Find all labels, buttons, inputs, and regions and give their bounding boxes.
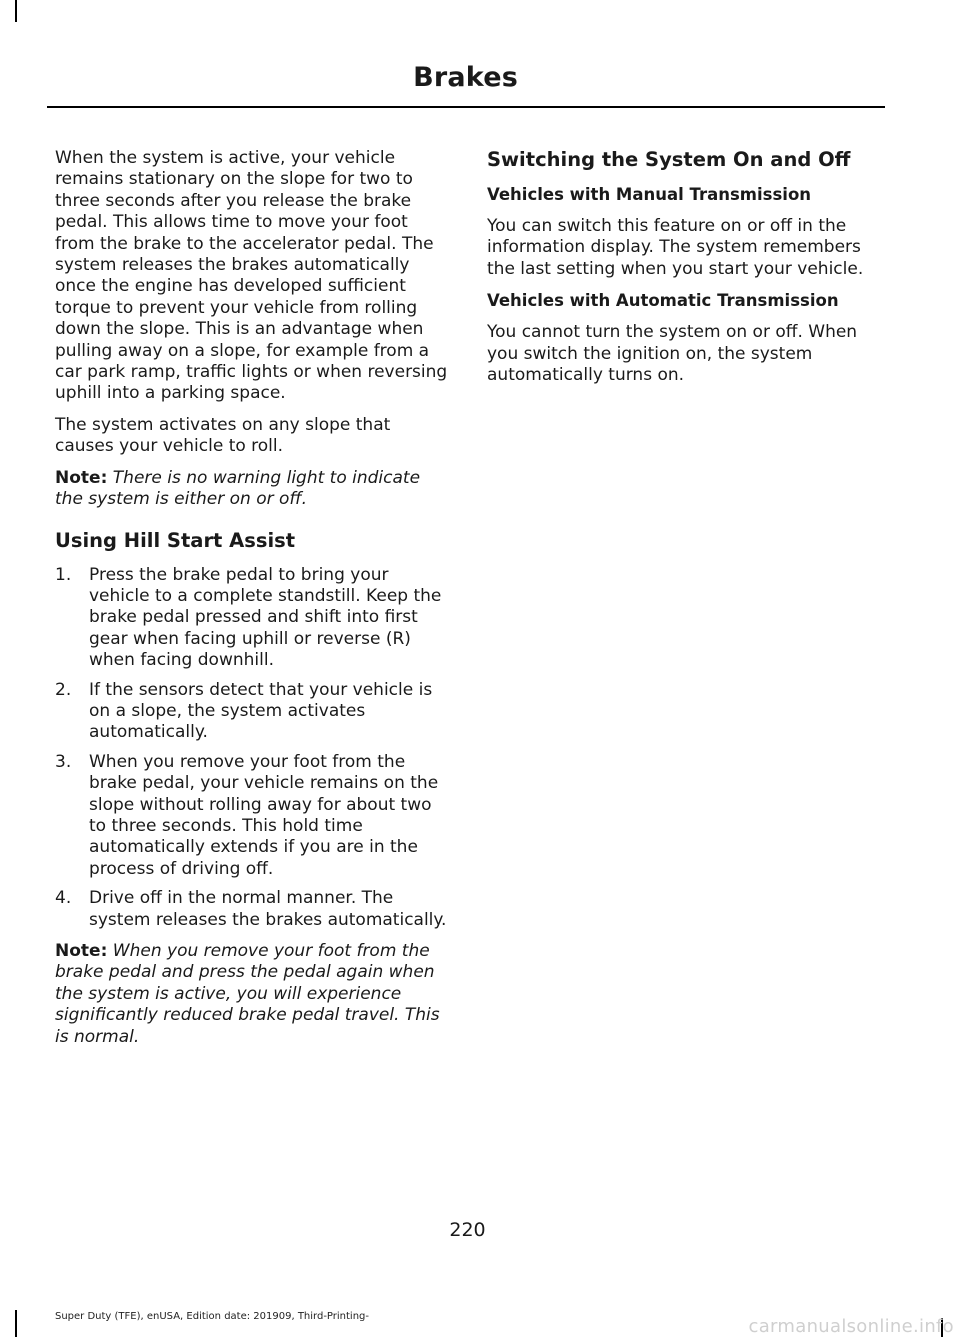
page-number: 220 bbox=[449, 1219, 486, 1241]
note-warning-light bbox=[55, 468, 450, 511]
step-text: Press the brake pedal to bring your vehicle to a complete standstill. Keep the brake pedal pressed and shift into first gear when facing uphill or reverse (R) when facing downhill. bbox=[89, 564, 442, 671]
note-pedal-travel bbox=[55, 941, 450, 1048]
step-number: 1. bbox=[55, 564, 72, 585]
edition-footer: Super Duty (TFE), enUSA, Edition date: 201909, Third-Printing- bbox=[55, 1311, 370, 1322]
step-text: Drive off in the normal manner. The system releases the brakes automatically. bbox=[89, 888, 447, 930]
left-column bbox=[55, 148, 450, 1058]
activation-paragraph: The system activates on any slope that causes your vehicle to roll. bbox=[55, 414, 391, 457]
watermark: carmanualsonline.info bbox=[748, 1316, 954, 1337]
step-text: When you remove your foot from the brake pedal, your vehicle remains on the slope without rolling away for about two to three seconds. This hold time automatically extends if you are in the process of driving off. bbox=[89, 751, 439, 879]
manual-transmission-text: You can switch this feature on or off in the information display. The system remembers the last setting when you start your vehicle. bbox=[487, 216, 864, 279]
note-text: When you remove your foot from the brake pedal and press the pedal again when the system is active, you will experience significantly reduced brake pedal travel. This is normal. bbox=[55, 941, 440, 1047]
list-item bbox=[55, 680, 450, 744]
list-item bbox=[55, 752, 450, 880]
note-text: There is no warning light to indicate the system is either on or off. bbox=[55, 467, 421, 510]
steps-list bbox=[55, 565, 450, 932]
step-number: 3. bbox=[55, 751, 72, 772]
note-label: Note: bbox=[55, 941, 108, 961]
intro-paragraph: When the system is active, your vehicle remains stationary on the slope for two to three seconds after you release the brake pedal. This allows time to move your foot from the brake to the accelerator pedal. The system releases the brakes automatically once the engine has developed sufficient torque to prevent your vehicle from rolling down the slope. This is an advantage when pulling away on a slope, for example from a car park ramp, traffic lights or when reversing uphill into a parking space. bbox=[55, 148, 448, 404]
header-divider bbox=[47, 106, 885, 108]
list-item bbox=[55, 565, 450, 672]
section-heading-using-hill-start-assist: Using Hill Start Assist bbox=[55, 528, 296, 552]
step-text: If the sensors detect that your vehicle is on a slope, the system activates automatically. bbox=[89, 679, 433, 743]
list-item bbox=[55, 888, 450, 931]
crop-mark-bottom-left bbox=[15, 1310, 17, 1337]
subheading-manual-transmission: Vehicles with Manual Transmission bbox=[487, 185, 812, 204]
automatic-transmission-text: You cannot turn the system on or off. When you switch the ignition on, the system automatically turns on. bbox=[487, 322, 858, 386]
step-number: 2. bbox=[55, 679, 72, 700]
subheading-automatic-transmission: Vehicles with Automatic Transmission bbox=[487, 291, 839, 311]
crop-mark-top-left bbox=[15, 0, 17, 22]
page-title: Brakes bbox=[413, 62, 518, 93]
right-column bbox=[487, 148, 887, 396]
note-label: Note: bbox=[55, 467, 108, 488]
step-number: 4. bbox=[55, 888, 72, 909]
section-heading-switching-on-off: Switching the System On and Off bbox=[487, 148, 851, 171]
